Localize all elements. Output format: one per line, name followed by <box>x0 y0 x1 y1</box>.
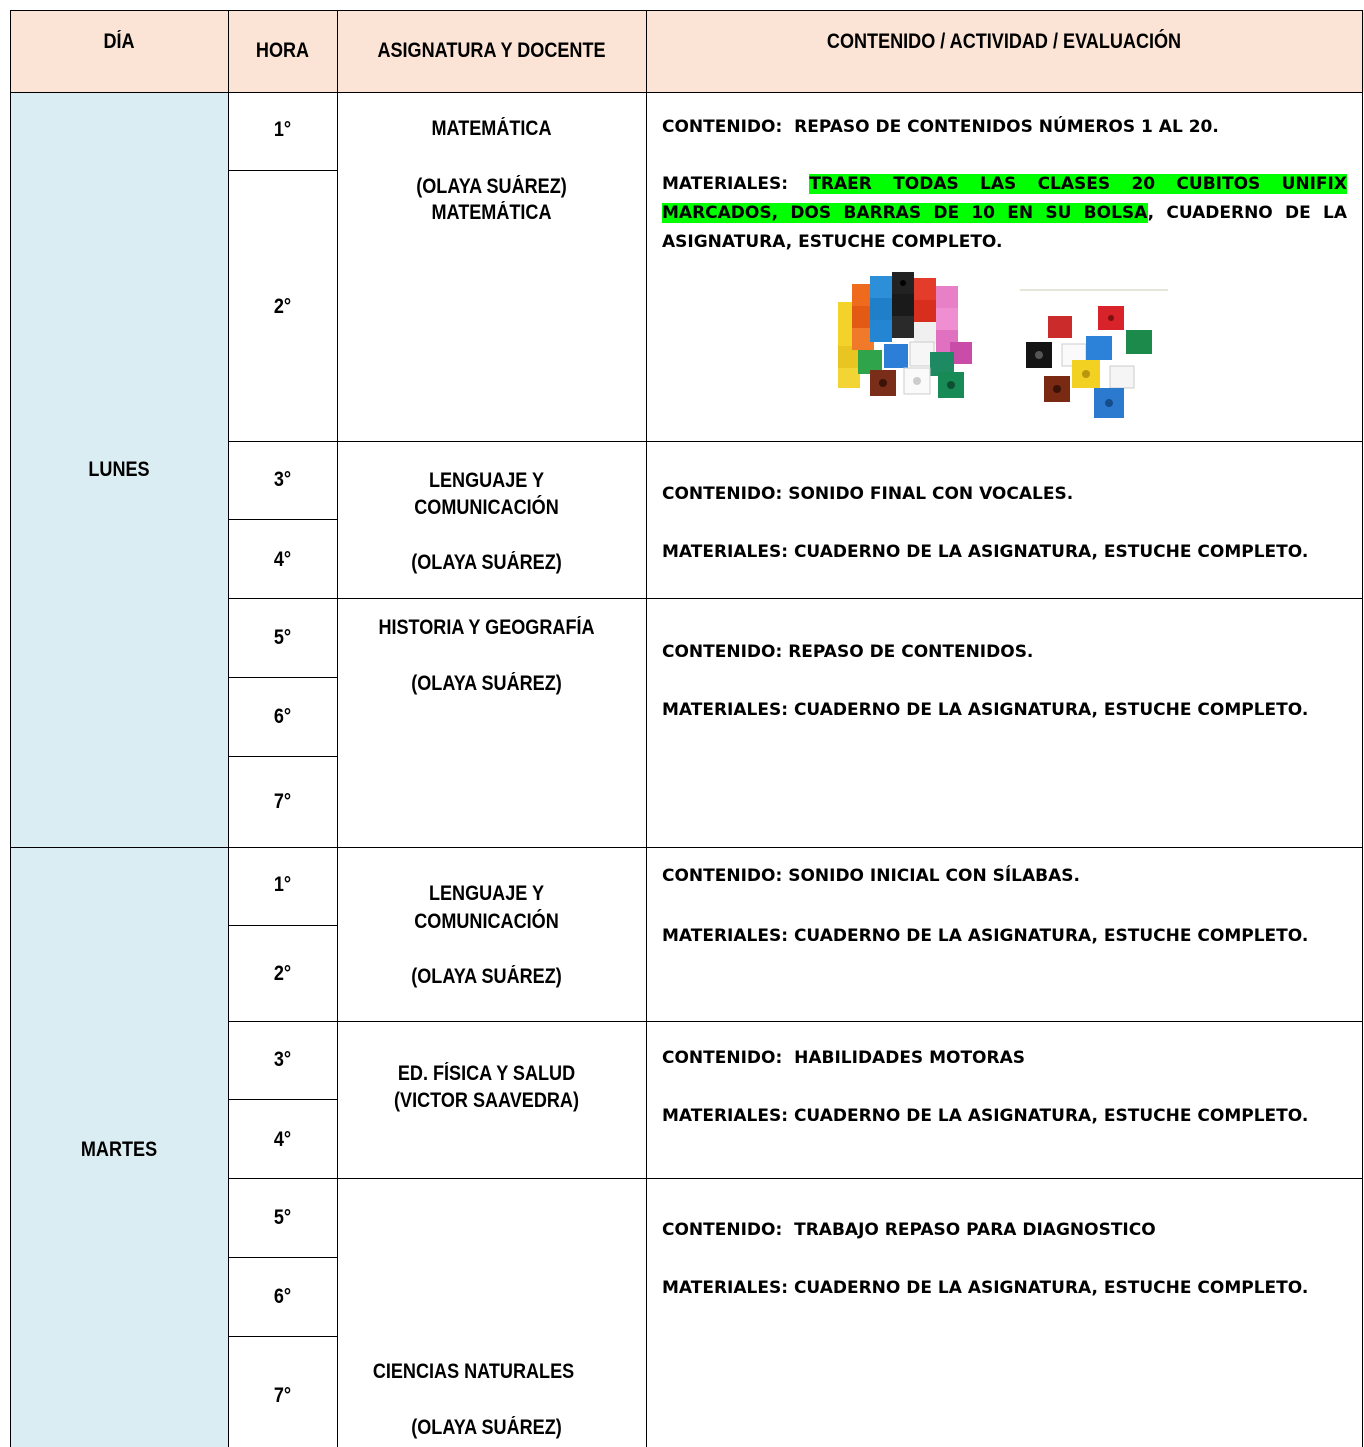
hour-label: 1° <box>273 118 292 141</box>
hour-label: 6° <box>273 705 292 728</box>
grid-line <box>228 756 337 757</box>
materiales-text: MATERIALES: CUADERNO DE LA ASIGNATURA, ESTUCHE COMPLETO. <box>662 542 1309 562</box>
subject-name: CIENCIAS NATURALES <box>372 1360 575 1383</box>
subject-name: ED. FÍSICA Y SALUD <box>397 1062 576 1085</box>
grid-line <box>228 441 1363 442</box>
materiales-text <box>662 170 1347 257</box>
header-asignatura: ASIGNATURA Y DOCENTE <box>377 39 606 62</box>
contenido-text: CONTENIDO: SONIDO FINAL CON VOCALES. <box>662 484 1074 504</box>
hour-label: 4° <box>273 1128 292 1151</box>
grid-line <box>228 1099 337 1100</box>
contenido-text: CONTENIDO: REPASO DE CONTENIDOS NÚMEROS 1 AL 20. <box>662 117 1219 137</box>
subject-name: HISTORIA Y GEOGRAFÍA <box>378 616 595 639</box>
hour-label: 7° <box>273 790 292 813</box>
materiales-text: MATERIALES: CUADERNO DE LA ASIGNATURA, ESTUCHE COMPLETO. <box>662 700 1309 720</box>
cube-cluster-right-icon <box>1020 290 1168 418</box>
grid-line <box>228 598 1363 599</box>
materiales-label: MATERIALES: <box>662 174 810 194</box>
subject-name: MATEMÁTICA <box>431 117 552 140</box>
hour-label: 1° <box>273 873 292 896</box>
grid-line <box>228 170 337 171</box>
grid-line <box>646 10 647 1447</box>
materiales-text: MATERIALES: CUADERNO DE LA ASIGNATURA, ESTUCHE COMPLETO. <box>662 926 1309 946</box>
grid-line <box>228 519 337 520</box>
header-dia: DÍA <box>103 30 135 53</box>
teacher-name: (OLAYA SUÁREZ) <box>411 1416 562 1439</box>
materiales-text: MATERIALES: CUADERNO DE LA ASIGNATURA, ESTUCHE COMPLETO. <box>662 1278 1309 1298</box>
grid-line <box>228 1178 1363 1179</box>
grid-line <box>228 10 229 1447</box>
grid-line <box>10 10 11 1447</box>
unifix-cubes-image <box>830 272 1175 430</box>
grid-line <box>337 10 338 1447</box>
teacher-name: (OLAYA SUÁREZ) <box>411 551 562 574</box>
grid-line <box>1362 10 1363 1447</box>
contenido-text: CONTENIDO: SONIDO INICIAL CON SÍLABAS. <box>662 866 1080 886</box>
subject-name-line2: COMUNICACIÓN <box>414 910 559 933</box>
grid-line <box>10 92 1363 93</box>
hour-label: 6° <box>273 1285 292 1308</box>
hour-label: 7° <box>273 1384 292 1407</box>
hour-label: 2° <box>273 962 292 985</box>
grid-line <box>228 677 337 678</box>
subject-name: MATEMÁTICA <box>431 201 552 224</box>
materiales-highlight: TRAER TODAS LAS CLASES 20 CUBITOS UNIFIX MARCADOS, DOS BARRAS DE 10 EN SU BOLSA <box>662 174 1347 223</box>
grid-line <box>10 10 1363 11</box>
hour-label: 4° <box>273 548 292 571</box>
header-hora: HORA <box>255 39 310 62</box>
grid-line <box>228 925 337 926</box>
grid-line <box>10 847 1363 848</box>
day-label-lunes: LUNES <box>88 458 150 481</box>
teacher-name: (OLAYA SUÁREZ) <box>411 965 562 988</box>
subject-name-line1: LENGUAJE Y <box>428 882 545 905</box>
teacher-name: (OLAYA SUÁREZ) <box>416 175 567 198</box>
grid-line <box>228 1257 337 1258</box>
day-label-martes: MARTES <box>80 1138 158 1161</box>
contenido-text: CONTENIDO: REPASO DE CONTENIDOS. <box>662 642 1034 662</box>
hour-label: 3° <box>273 468 292 491</box>
teacher-name: (OLAYA SUÁREZ) <box>411 672 562 695</box>
hour-label: 5° <box>273 1206 292 1229</box>
hour-label: 3° <box>273 1048 292 1071</box>
cube-stack-left-icon <box>838 272 972 398</box>
hour-label: 5° <box>273 626 292 649</box>
subject-name-line2: COMUNICACIÓN <box>414 496 559 519</box>
contenido-text: CONTENIDO: HABILIDADES MOTORAS <box>662 1048 1026 1068</box>
subject-name-line1: LENGUAJE Y <box>428 469 545 492</box>
header-contenido: CONTENIDO / ACTIVIDAD / EVALUACIÓN <box>826 30 1182 53</box>
contenido-text: CONTENIDO: TRABAJO REPASO PARA DIAGNOSTICO <box>662 1220 1156 1240</box>
hour-label: 2° <box>273 295 292 318</box>
materiales-rest: , CUADERNO DE LA ASIGNATURA, ESTUCHE COMPLETO. <box>662 203 1347 252</box>
materiales-text: MATERIALES: CUADERNO DE LA ASIGNATURA, ESTUCHE COMPLETO. <box>662 1106 1309 1126</box>
grid-line <box>228 1336 337 1337</box>
grid-line <box>228 1021 1363 1022</box>
teacher-name: (VICTOR SAAVEDRA) <box>394 1089 579 1112</box>
